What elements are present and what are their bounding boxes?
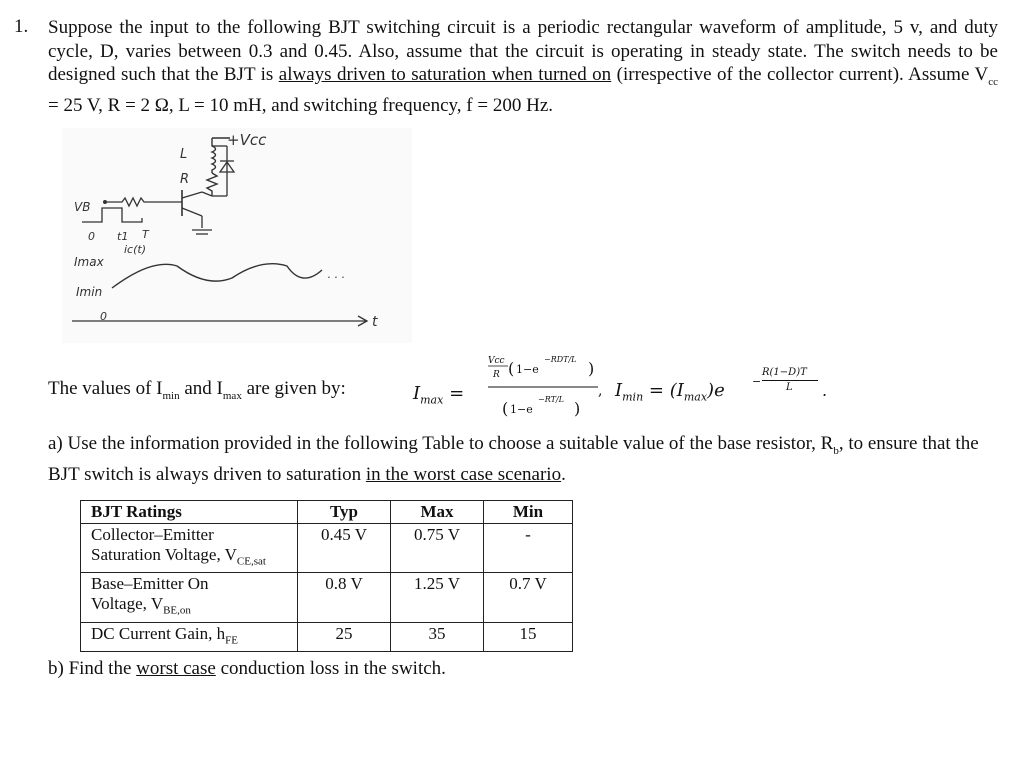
imin-symbol: I xyxy=(615,380,623,401)
svg-text:(: ( xyxy=(502,399,509,418)
imin-exp-num: R(1−D)T xyxy=(762,367,807,378)
intro-text: Suppose the input to the following BJT switching circuit is a periodic rectangular waveform of amplitude, 5 v, and duty cycle, D, varies between 0.3 and 0.45. Also, assume that the circuit is operating in steady state. The switch needs to be designed such that the BJT is xyxy=(48,17,998,85)
header-typ: Typ xyxy=(298,501,391,524)
den-one-minus-e: 1−e xyxy=(510,403,533,416)
continuation-dots: · · · xyxy=(327,271,345,284)
svg-text:): ) xyxy=(588,359,595,378)
imax-label: Imax xyxy=(74,255,104,269)
imin-sub: min xyxy=(622,390,644,404)
imax-lhs xyxy=(413,383,464,407)
imin-exponent: − R(1−D)T L . xyxy=(752,367,828,400)
header-max: Max xyxy=(391,501,484,524)
table-row xyxy=(81,524,573,573)
worst-case-scenario: in the worst case scenario xyxy=(365,464,562,486)
cell-max: 35 xyxy=(391,622,484,651)
row-label xyxy=(81,622,298,651)
row-label xyxy=(81,573,298,622)
circuit-svg xyxy=(62,128,412,343)
header-ratings: BJT Ratings xyxy=(81,501,298,524)
part-a xyxy=(48,432,998,487)
row-label-a: DC Current Gain, h xyxy=(91,623,226,643)
row-label-b: Voltage, V xyxy=(91,594,164,614)
table-row xyxy=(81,573,573,622)
imin-equation xyxy=(615,380,725,404)
imax-fraction xyxy=(488,347,608,427)
part-b-text: b) Find the xyxy=(48,658,137,679)
row-label-sub: BE,on xyxy=(163,604,191,617)
row-label-a: Base–Emitter On xyxy=(91,574,209,594)
imin-label: Imin xyxy=(76,285,103,299)
header-min: Min xyxy=(484,501,573,524)
t1-label: t1 xyxy=(117,230,129,243)
cell-min: - xyxy=(484,524,573,573)
intro-text-c: = 25 V, R = 2 Ω, L = 10 mH, and switching frequency, f = 200 Hz. xyxy=(48,95,554,117)
row-label-sub: CE,sat xyxy=(236,555,266,568)
bjt-ratings-table xyxy=(80,500,573,652)
cell-typ: 25 xyxy=(298,622,391,651)
intro-text-b: (irrespective of the collector current). Assume V xyxy=(611,64,989,85)
question-number: 1. xyxy=(14,16,29,37)
given-pre: The values of I xyxy=(48,378,163,399)
given-statement xyxy=(48,378,346,402)
cell-min: 15 xyxy=(484,622,573,651)
table-header-row xyxy=(81,501,573,524)
cell-min: 0.7 V xyxy=(484,573,573,622)
vb-label: VB xyxy=(74,200,91,214)
row-label-sub: FE xyxy=(225,634,238,647)
saturation-condition: always driven to saturation when turned on xyxy=(278,64,612,85)
imax-sub: max xyxy=(420,393,444,407)
origin-label: 0 xyxy=(100,310,107,323)
part-b-end: conduction loss in the switch. xyxy=(215,658,446,679)
ic-label: ic(t) xyxy=(124,243,146,256)
num-exp: −RDT/L xyxy=(544,355,577,364)
circuit-sketch xyxy=(62,128,412,343)
num-vcc: Vcc xyxy=(488,356,505,366)
den-exp: −RT/L xyxy=(538,395,564,404)
rb-subscript: b xyxy=(833,444,839,457)
vcc-subscript: cc xyxy=(988,75,998,88)
part-b xyxy=(48,658,446,680)
cell-max: 1.25 V xyxy=(391,573,484,622)
imax-symbol: I xyxy=(413,383,421,404)
resistor-label: R xyxy=(180,172,190,187)
table-row xyxy=(81,622,573,651)
imax-comma: , xyxy=(598,383,603,399)
max-subscript: max xyxy=(222,389,242,402)
row-label-a: Collector–Emitter xyxy=(91,525,214,544)
part-a-text-b: , to ensure that the BJT switch is always driven to saturation xyxy=(48,433,979,486)
cell-max: 0.75 V xyxy=(391,524,484,573)
imin-rhs: = (I xyxy=(643,380,684,401)
row-label-b: Saturation Voltage, V xyxy=(91,545,237,564)
given-post: are given by: xyxy=(241,378,346,399)
given-mid: and I xyxy=(179,378,223,399)
time-label: t xyxy=(372,314,378,330)
cell-typ: 0.8 V xyxy=(298,573,391,622)
min-subscript: min xyxy=(162,389,180,402)
inductor-label: L xyxy=(180,147,188,162)
row-label xyxy=(81,524,298,573)
num-r: R xyxy=(493,370,500,380)
imin-exp-den: L xyxy=(786,382,793,393)
num-one-minus-e: 1−e xyxy=(516,363,539,376)
part-a-end: . xyxy=(561,464,566,486)
period-label: T xyxy=(142,228,149,241)
cell-typ: 0.45 V xyxy=(298,524,391,573)
svg-text:): ) xyxy=(574,399,581,418)
svg-text:(: ( xyxy=(508,359,515,378)
imin-rhs-sub: max xyxy=(683,390,708,404)
imax-equals: = xyxy=(449,383,465,404)
zero-label: 0 xyxy=(88,230,95,243)
imin-rhs-close: )e xyxy=(707,380,725,401)
worst-case: worst case xyxy=(136,658,216,679)
imin-period: . xyxy=(822,381,828,400)
vcc-label: +Vcc xyxy=(227,131,267,149)
part-a-text: a) Use the information provided in the following Table to choose a suitable value of the base resistor, R xyxy=(48,433,834,454)
problem-statement xyxy=(48,16,998,118)
